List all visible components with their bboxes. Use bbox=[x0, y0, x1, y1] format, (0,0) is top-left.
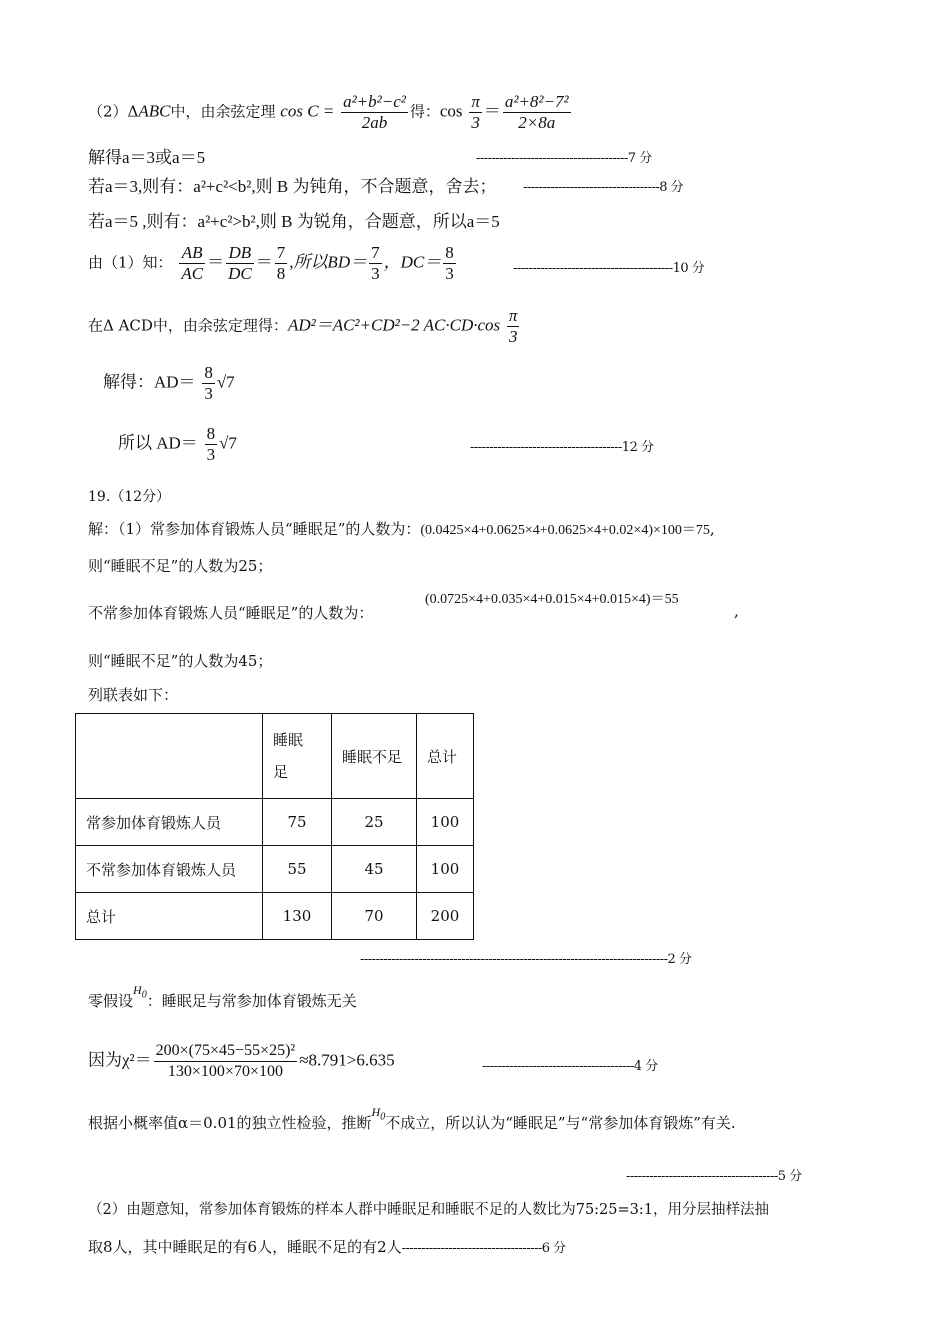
table-cell: 45 bbox=[332, 846, 417, 893]
so-ad-root: √7 bbox=[219, 433, 237, 453]
table-cell: 25 bbox=[332, 799, 417, 846]
part2-line2 bbox=[88, 1236, 566, 1257]
score-10: -----------------------------------------10 分 bbox=[513, 261, 705, 276]
acd-line bbox=[88, 306, 521, 347]
sol1-comma: , bbox=[709, 520, 715, 538]
acd-prefix: 在Δ ACD中，由余弦定理得： bbox=[88, 316, 288, 335]
h0-letter: H bbox=[133, 983, 142, 997]
dc-denominator: DC bbox=[228, 264, 252, 283]
ac-denominator: AC bbox=[181, 264, 204, 283]
cosine-law-line: （2）ΔABC中，由余弦定理 cos C = $\frac{\text{a²+b²−c²}}{2ab}$ 得：cos $\frac{\pi}{3}$ ＝ $\frac{\text{a²+8²−7²}}{2\times 8a}$ bbox=[88, 92, 569, 132]
cos-sub-fraction bbox=[503, 92, 571, 133]
bd-denominator: 3 bbox=[371, 264, 380, 283]
table-cell: 130 bbox=[263, 893, 332, 940]
seven-eighths bbox=[275, 243, 288, 284]
dc-numerator: 8 bbox=[445, 243, 454, 262]
h0-prefix: 零假设 bbox=[88, 992, 134, 1010]
ratio-denominator: 8 bbox=[276, 264, 286, 283]
chi-denominator: 130×100×70×100 bbox=[167, 1063, 283, 1080]
ad-root: √7 bbox=[216, 372, 235, 392]
acd-three: 3 bbox=[508, 327, 518, 346]
h0-text: ：睡眠足与常参加体育锻炼无关 bbox=[146, 992, 357, 1010]
cosine-law-text: 中，由余弦定理 bbox=[170, 102, 276, 121]
ab-ac-fraction bbox=[179, 243, 205, 284]
sol2-line bbox=[88, 602, 373, 623]
score-6: ------------------------------------6 分 bbox=[401, 1241, 566, 1256]
so-ad-denominator: 3 bbox=[206, 445, 216, 464]
sol2-comma: , bbox=[734, 602, 739, 620]
sol1-formula: (0.0425×4+0.0625×4+0.0625×4+0.02×4)×100＝75 bbox=[420, 523, 710, 538]
h0-symbol bbox=[133, 983, 147, 1001]
null-hypothesis-line bbox=[88, 983, 357, 1012]
solve-ad-line bbox=[103, 363, 235, 404]
sol2-rest: 则“睡眠不足”的人数为45； bbox=[88, 652, 273, 670]
table-row bbox=[76, 893, 474, 940]
header-sleep-enough-text: 睡眠 足 bbox=[273, 731, 304, 781]
table-row bbox=[76, 799, 474, 846]
conclusion-prefix: 根据小概率值α＝0.01的独立性检验，推断 bbox=[88, 1114, 372, 1132]
sol1-rest: 则“睡眠不足”的人数为25； bbox=[88, 557, 273, 575]
conclusion-h-letter: H bbox=[371, 1105, 381, 1119]
table-cell: 100 bbox=[417, 799, 474, 846]
table-cell: 75 bbox=[263, 799, 332, 846]
h0-subscript: 0 bbox=[141, 989, 147, 1001]
pi-over-three bbox=[469, 92, 482, 133]
ad-fraction bbox=[202, 363, 215, 404]
score-5: ---------------------------------------5 分 bbox=[626, 1169, 802, 1184]
so-ad-prefix: 所以 AD＝ bbox=[118, 433, 198, 453]
three-denominator: 3 bbox=[471, 113, 480, 132]
triangle-abc: ABC bbox=[138, 101, 171, 121]
so-ad-fraction bbox=[205, 424, 218, 465]
part2-line2-text: 取8人，其中睡眠足的有6人，睡眠不足的有2人 bbox=[88, 1238, 402, 1256]
chi-result: ≈8.791>6.635 bbox=[299, 1050, 395, 1070]
table-cell: 100 bbox=[417, 846, 474, 893]
solve-ad-prefix: 解得：AD＝ bbox=[103, 372, 196, 392]
db-dc-fraction bbox=[226, 243, 254, 284]
table-header-total: 总计 bbox=[417, 714, 474, 799]
solve-a-line: 解得a＝3或a＝5 bbox=[88, 148, 206, 167]
score-12: ---------------------------------------12 分 bbox=[470, 440, 654, 455]
table-row-label: 总计 bbox=[76, 893, 263, 940]
table-header-row bbox=[76, 714, 474, 799]
conclusion-line bbox=[88, 1105, 736, 1134]
table-header-sleep-short: 睡眠不足 bbox=[332, 714, 417, 799]
conclusion-h0 bbox=[371, 1105, 386, 1123]
table-cell: 55 bbox=[263, 846, 332, 893]
table-intro: 列联表如下： bbox=[88, 686, 179, 704]
chi-fraction bbox=[154, 1041, 298, 1082]
part2-intro: （2）Δ bbox=[88, 102, 139, 121]
from1-prefix: 由（1）知： bbox=[88, 253, 173, 272]
acd-formula: AD²＝AC²+CD²−2 AC·CD·cos bbox=[287, 315, 501, 335]
cos-c-fraction bbox=[341, 92, 408, 133]
chi-numerator: 200×(75×45−55×25)² bbox=[154, 1041, 298, 1062]
bd-fraction bbox=[369, 243, 382, 284]
acd-pi: π bbox=[508, 306, 518, 325]
cos-c-numerator: a²+b²−c² bbox=[343, 92, 406, 111]
sol2-prefix: 不常参加体育锻炼人员“睡眠足”的人数为： bbox=[88, 604, 374, 622]
sol1-prefix: 解：（1）常参加体育锻炼人员“睡眠足”的人数为： bbox=[88, 520, 421, 538]
table-row-label: 常参加体育锻炼人员 bbox=[76, 799, 263, 846]
part2-line1: （2）由题意知，常参加体育锻炼的样本人群中睡眠足和睡眠不足的人数比为75:25=3:1，用分层抽样法抽 bbox=[88, 1202, 769, 1218]
dc-fraction bbox=[443, 243, 456, 284]
if-a3-line: 若a＝3,则有：a²+c²<b²,则 B 为钝角，不合题意，舍去； bbox=[88, 177, 497, 196]
cos-sub-lhs: cos bbox=[439, 101, 463, 121]
score-7: ---------------------------------------7 分 bbox=[476, 151, 652, 166]
so-ad-numerator: 8 bbox=[206, 424, 216, 443]
if-a5-line: 若a＝5 ,则有：a²+c²>b²,则 B 为锐角，合题意，所以a＝5 bbox=[88, 212, 500, 231]
dc-label: ，DC＝ bbox=[383, 252, 442, 272]
score-2: -------------------------------------------------------------------------------2 分 bbox=[360, 952, 692, 967]
ab-numerator: AB bbox=[179, 243, 205, 264]
contingency-table bbox=[75, 713, 474, 940]
bd-numerator: 7 bbox=[371, 243, 380, 262]
table-cell: 70 bbox=[332, 893, 417, 940]
ad-denominator: 3 bbox=[204, 384, 213, 403]
table-cell: 200 bbox=[417, 893, 474, 940]
cos-c-lhs: cos C = bbox=[280, 101, 335, 121]
table-row bbox=[76, 846, 474, 893]
from1-line: 由（1）知： $\frac{AB}{AC}$ ＝ $\frac{DB}{DC}$ ＝ $\frac{7}{8}$ ,所以BD＝ $\frac{7}{3}$ ，DC＝ $\frac{8}{3}$ bbox=[88, 243, 454, 283]
pi-numerator: π bbox=[471, 92, 480, 111]
score-8: -----------------------------------8 分 bbox=[523, 180, 684, 195]
cos-c-denominator: 2ab bbox=[361, 113, 388, 132]
got-text: 得： bbox=[409, 102, 440, 121]
chi-square-line bbox=[88, 1041, 395, 1082]
chi-prefix: 因为χ²＝ bbox=[88, 1050, 152, 1070]
table-header-sleep-enough bbox=[263, 714, 332, 799]
score-4: ---------------------------------------4 分 bbox=[482, 1059, 658, 1074]
sol2-formula: (0.0725×4+0.035×4+0.015×4+0.015×4)＝55 bbox=[425, 592, 679, 607]
sol1-line bbox=[88, 518, 715, 539]
cos-sub-denominator: 2×8a bbox=[518, 113, 556, 132]
cos-sub-numerator: a²+8²−7² bbox=[504, 92, 569, 111]
acd-pi-fraction bbox=[507, 306, 520, 347]
ad-numerator: 8 bbox=[204, 363, 213, 382]
ratio-numerator: 7 bbox=[276, 243, 286, 262]
table-header-blank bbox=[76, 714, 263, 799]
db-numerator: DB bbox=[226, 243, 254, 264]
so-bd-text: ,所以BD＝ bbox=[289, 252, 368, 272]
conclusion-h-subscript: 0 bbox=[380, 1111, 386, 1123]
dc-denominator: 3 bbox=[445, 264, 454, 283]
q19-heading: 19.（12分） bbox=[88, 489, 171, 505]
table-row-label: 不常参加体育锻炼人员 bbox=[76, 846, 263, 893]
so-ad-line bbox=[118, 424, 237, 465]
conclusion-rest: 不成立，所以认为“睡眠足”与“常参加体育锻炼”有关. bbox=[385, 1114, 736, 1132]
